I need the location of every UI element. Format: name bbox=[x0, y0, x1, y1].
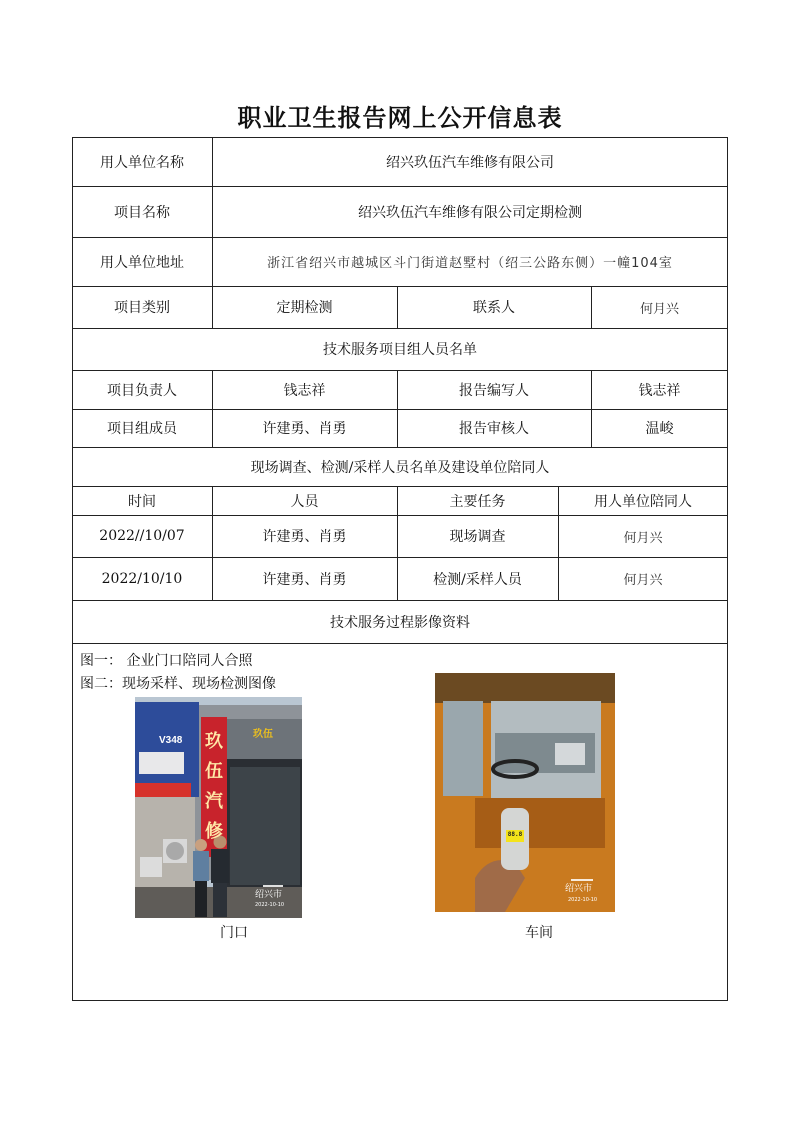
survey-task: 现场调查 bbox=[449, 529, 506, 545]
survey-date: 2022/10/10 bbox=[101, 570, 183, 587]
survey-personnel: 许建勇、肖勇 bbox=[262, 571, 347, 588]
images-section-title: 技术服务过程影像资料 bbox=[330, 614, 470, 631]
billboard-text: V348 bbox=[159, 735, 183, 746]
watermark-date: 2022-10-10 bbox=[568, 897, 598, 903]
report-reviewer: 温峻 bbox=[645, 421, 674, 437]
watermark-icon bbox=[571, 871, 593, 881]
survey-section-title: 现场调查、检测/采样人员名单及建设单位陪同人 bbox=[250, 459, 550, 476]
watermark-date: 2022-10-10 bbox=[255, 902, 285, 908]
entrance-photo bbox=[135, 697, 302, 918]
project-name-label: 项目名称 bbox=[114, 204, 170, 221]
team-members: 许建勇、肖勇 bbox=[262, 421, 347, 437]
reviewer-label: 报告审核人 bbox=[459, 421, 529, 437]
leader-label: 项目负责人 bbox=[107, 382, 177, 399]
report-writer: 钱志祥 bbox=[638, 382, 681, 399]
team-section-title: 技术服务项目组人员名单 bbox=[323, 342, 477, 358]
workshop-caption: 车间 bbox=[525, 925, 553, 941]
contact-person: 何月兴 bbox=[639, 301, 679, 317]
writer-label: 报告编写人 bbox=[459, 382, 529, 399]
survey-escort: 何月兴 bbox=[623, 530, 663, 546]
header-escort: 用人单位陪同人 bbox=[594, 493, 692, 510]
employer-address: 浙江省绍兴市越城区斗门街道赵墅村（绍三公路东侧）一幢104室 bbox=[267, 256, 673, 271]
survey-escort: 何月兴 bbox=[623, 573, 663, 588]
watermark-icon bbox=[263, 877, 283, 887]
survey-personnel: 许建勇、肖勇 bbox=[262, 529, 347, 545]
meter-display-text: 88.8 bbox=[507, 831, 523, 838]
header-personnel: 人员 bbox=[290, 493, 319, 510]
watermark-text: 绍兴市 bbox=[255, 890, 283, 900]
workshop-photo bbox=[435, 673, 615, 912]
project-type-label: 项目类别 bbox=[114, 300, 170, 316]
project-type: 定期检测 bbox=[276, 300, 333, 316]
header-task: 主要任务 bbox=[449, 493, 506, 510]
logo-text: 玖伍 bbox=[253, 729, 273, 740]
entrance-caption: 门口 bbox=[220, 925, 248, 941]
header-time: 时间 bbox=[128, 493, 156, 510]
address-label: 用人单位地址 bbox=[100, 254, 184, 271]
survey-task: 检测/采样人员 bbox=[433, 571, 522, 588]
members-label: 项目组成员 bbox=[107, 421, 177, 437]
row-divider bbox=[72, 643, 728, 644]
page-title: 职业卫生报告网上公开信息表 bbox=[237, 103, 563, 132]
project-leader: 钱志祥 bbox=[283, 382, 326, 399]
contact-label: 联系人 bbox=[473, 300, 515, 316]
figure-note-1: 图一： 企业门口陪同人合照 bbox=[80, 653, 253, 669]
employer-name-label: 用人单位名称 bbox=[100, 154, 184, 171]
vertical-sign-text: 玖伍汽修 bbox=[205, 731, 223, 842]
project-name: 绍兴玖伍汽车维修有限公司定期检测 bbox=[358, 204, 582, 221]
survey-date: 2022//10/07 bbox=[99, 528, 185, 544]
employer-name: 绍兴玖伍汽车维修有限公司 bbox=[386, 154, 554, 171]
watermark-text: 绍兴市 bbox=[565, 884, 593, 894]
figure-note-2: 图二：现场采样、现场检测图像 bbox=[80, 676, 276, 692]
